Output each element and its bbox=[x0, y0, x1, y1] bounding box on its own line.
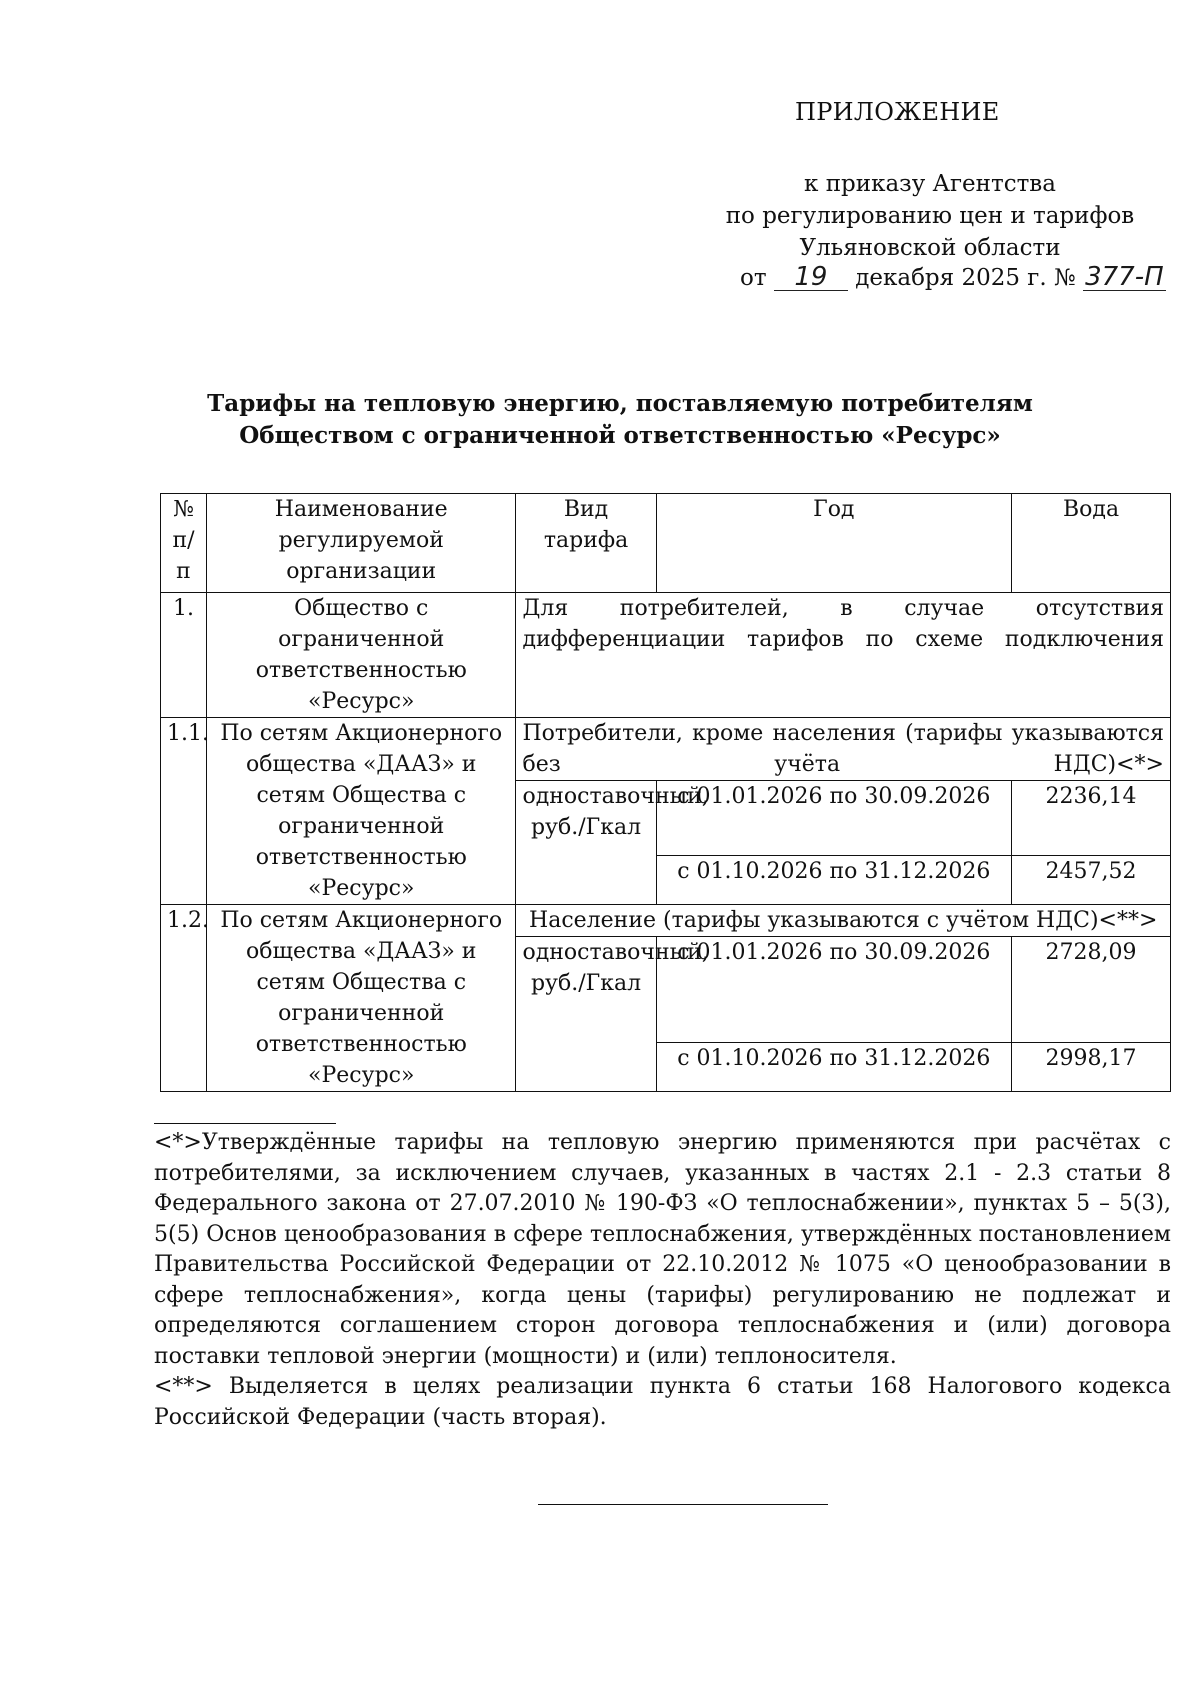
title-line: Тарифы на тепловую энергию, поставляемую потребителям bbox=[207, 390, 1033, 417]
tariff-type: одноставочный, руб./Гкал bbox=[516, 937, 656, 1092]
table-row bbox=[161, 905, 1171, 937]
footnotes bbox=[154, 1128, 1171, 1433]
tariff-value: 2998,17 bbox=[1012, 1043, 1171, 1092]
date-rest: декабря 2025 г. № bbox=[855, 265, 1076, 291]
row-org: По сетям Акционерного общества «ДААЗ» и сетям Общества с ограниченной ответственностью «Ресурс» bbox=[207, 905, 516, 1092]
table-row bbox=[161, 593, 1171, 718]
footnote-divider bbox=[154, 1123, 336, 1124]
period: с 01.01.2026 по 30.09.2026 bbox=[656, 781, 1011, 856]
document-title bbox=[120, 388, 1120, 452]
tariff-type: одноставочный, руб./Гкал bbox=[516, 781, 656, 905]
order-line: по регулированию цен и тарифов bbox=[725, 203, 1135, 229]
annex-title: ПРИЛОЖЕНИЕ bbox=[795, 98, 1000, 126]
row-num: 1.2. bbox=[161, 905, 207, 1092]
handwritten-order-number: 377-П bbox=[1085, 262, 1164, 292]
table-header-row bbox=[161, 494, 1171, 593]
header-org: Наименование регулируемой организации bbox=[207, 494, 516, 593]
row-description: Потребители, кроме населения (тарифы указываются без учёта НДС)<*> bbox=[516, 718, 1171, 781]
row-num: 1.1. bbox=[161, 718, 207, 905]
date-prefix: от bbox=[740, 265, 767, 291]
end-divider bbox=[538, 1504, 828, 1505]
period: с 01.10.2026 по 31.12.2026 bbox=[656, 856, 1011, 905]
row-description: Население (тарифы указываются с учётом НДС)<**> bbox=[516, 905, 1171, 937]
row-num: 1. bbox=[161, 593, 207, 718]
tariff-value: 2728,09 bbox=[1012, 937, 1171, 1043]
header-num: № п/п bbox=[161, 494, 207, 593]
tariff-table bbox=[160, 493, 1171, 1092]
header-water: Вода bbox=[1012, 494, 1171, 593]
period: с 01.01.2026 по 30.09.2026 bbox=[656, 937, 1011, 1043]
handwritten-day: 19 bbox=[774, 264, 848, 291]
header-tariff-type: Вид тарифа bbox=[516, 494, 656, 593]
header-year: Год bbox=[656, 494, 1011, 593]
order-reference bbox=[700, 168, 1160, 264]
order-line: к приказу Агентства bbox=[804, 171, 1056, 197]
order-date-line bbox=[740, 264, 1166, 291]
row-description: Для потребителей, в случае отсутствия дифференциации тарифов по схеме подключения bbox=[516, 593, 1171, 718]
footnote-2: <**> Выделяется в целях реализации пункта 6 статьи 168 Налогового кодекса Российской Федерации (часть вторая). bbox=[154, 1374, 1171, 1430]
order-line: Ульяновской области bbox=[799, 235, 1061, 261]
table-row bbox=[161, 718, 1171, 781]
title-line: Обществом с ограниченной ответственностью «Ресурс» bbox=[239, 422, 1001, 449]
footnote-1: <*>Утверждённые тарифы на тепловую энергию применяются при расчётах с потребителями, за исключением случаев, указанных в частях 2.1 - 2.3 статьи 8 Федерального закона от 27.07.2010 № 190-ФЗ «О теплоснабжении», пунктах 5 – 5(3), 5(5) Основ ценообразования в сфере теплоснабжения, утверждённых постановлением Правительства Российской Федерации от 22.10.2012 № 1075 «О ценообразовании в сфере теплоснабжения», когда цены (тарифы) регулированию не подлежат и определяются соглашением сторон договора теплоснабжения и (или) договора поставки тепловой энергии (мощности) и (или) теплоносителя. bbox=[154, 1130, 1171, 1369]
row-org: Общество с ограниченной ответственностью «Ресурс» bbox=[207, 593, 516, 718]
tariff-value: 2457,52 bbox=[1012, 856, 1171, 905]
row-org: По сетям Акционерного общества «ДААЗ» и сетям Общества с ограниченной ответственностью «Ресурс» bbox=[207, 718, 516, 905]
period: с 01.10.2026 по 31.12.2026 bbox=[656, 1043, 1011, 1092]
tariff-value: 2236,14 bbox=[1012, 781, 1171, 856]
